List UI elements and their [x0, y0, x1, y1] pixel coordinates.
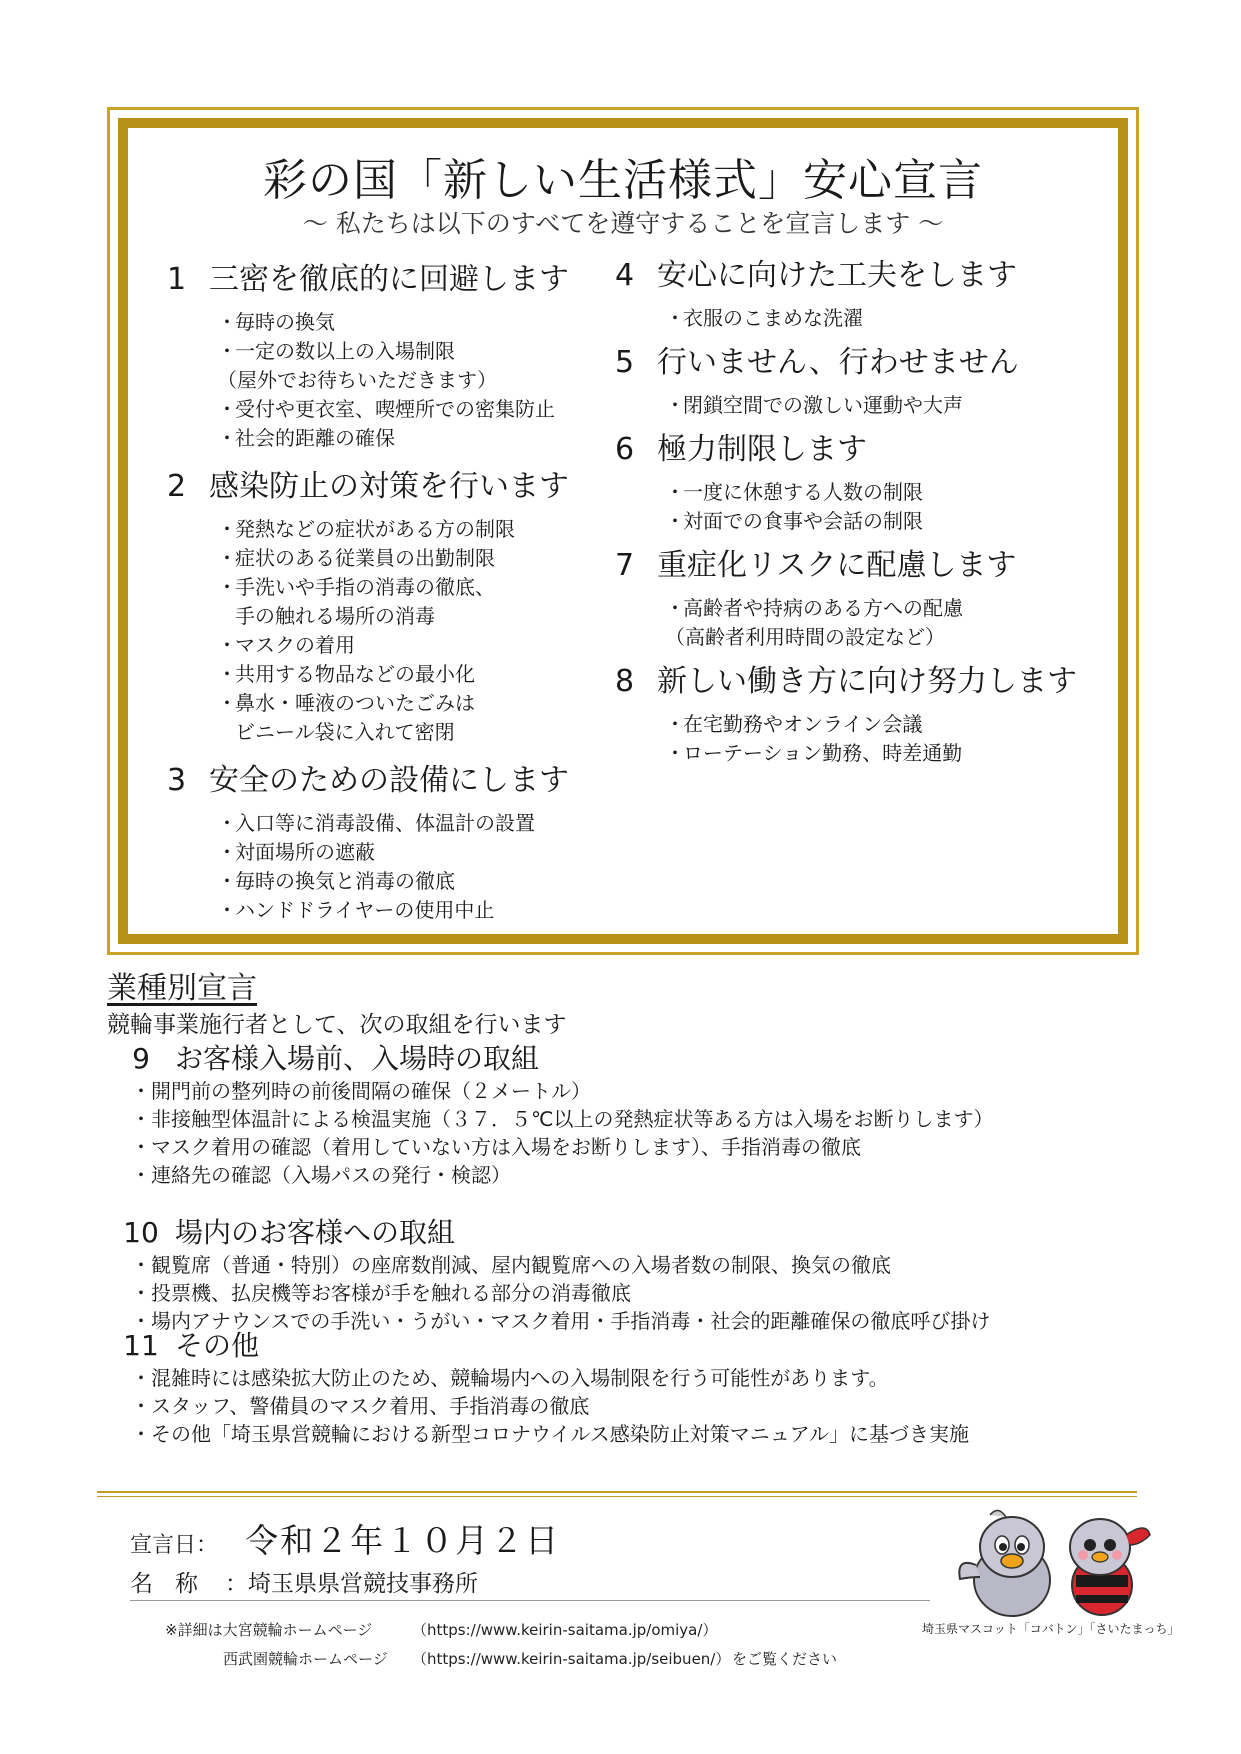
note-seibuen-url[interactable]: （https://www.keirin-saitama.jp/seibuen/）: [412, 1650, 731, 1668]
industry-number: 9: [132, 1042, 150, 1075]
bullet-mark: ・: [665, 306, 685, 330]
rule-item: [217, 896, 607, 925]
industry-section-11: [107, 1328, 1147, 1448]
bullet-mark: ・: [217, 869, 237, 893]
note-omiya-label: ※詳細は大宮競輪ホームページ: [165, 1621, 373, 1639]
rule-item: [665, 391, 1055, 420]
industry-number: 11: [123, 1329, 159, 1362]
rule-item: [665, 594, 1055, 623]
rule-heading-text: 三密を徹底的に回避します: [209, 262, 569, 297]
declaration-date-label: 宣言日：: [130, 1533, 219, 1558]
industry-heading: [107, 1215, 1147, 1251]
industry-heading-text: お客様入場前、入場時の取組: [175, 1042, 540, 1075]
rule-section-4: [615, 256, 1055, 333]
bullet-mark: ・: [665, 480, 685, 504]
rule-item: [665, 739, 1055, 768]
note-seibuen-label: 西武園競輪ホームページ: [223, 1650, 388, 1668]
industry-number: 10: [123, 1216, 159, 1249]
industry-item: [131, 1364, 1147, 1392]
industry-item-text: 非接触型体温計による検温実施（３７．５℃以上の発熱症状等ある方は入場をお断りします）: [151, 1107, 994, 1131]
bullet-mark: ・: [217, 339, 237, 363]
rule-item: [217, 689, 607, 718]
rule-section-5: [615, 343, 1055, 420]
rule-section-8: [615, 662, 1077, 768]
bullet-mark: ・: [217, 575, 237, 599]
rule-heading-text: 行いません、行わせません: [657, 345, 1019, 380]
bullet-mark: ・: [217, 426, 237, 450]
organization-name-value: ：埼玉県県営競技事務所: [225, 1571, 478, 1597]
bullet-mark: ・: [131, 1079, 151, 1103]
rule-item-text: 鼻水・唾液のついたごみは: [235, 691, 475, 715]
industry-item: [131, 1133, 1147, 1161]
rule-item-text: 対面場所の遮蔽: [235, 840, 375, 864]
rule-item-text: 衣服のこまめな洗濯: [683, 306, 863, 330]
bullet-mark: ・: [217, 397, 237, 421]
industry-section-9: [107, 1041, 1147, 1189]
bullet-mark: ・: [131, 1309, 151, 1333]
industry-section-10: [107, 1215, 1147, 1335]
industry-item: [131, 1251, 1147, 1279]
rule-item: [217, 544, 607, 573]
declaration-date-value: 令和２年１０月２日: [245, 1521, 561, 1560]
industry-item-text: 投票機、払戻機等お客様が手を触れる部分の消毒徹底: [151, 1281, 631, 1305]
rule-item-text: 高齢者や持病のある方への配慮: [683, 596, 963, 620]
rule-heading: [615, 662, 1077, 702]
gold-divider-bottom: [97, 1496, 1137, 1497]
bullet-mark: ・: [217, 691, 237, 715]
rule-item-text: 一定の数以上の入場制限: [235, 339, 455, 363]
rule-item-text: ビニール袋に入れて密閉: [235, 720, 455, 744]
industry-item-text: 観覧席（普通・特別）の座席数削減、屋内観覧席への入場者数の制限、換気の徹底: [151, 1253, 891, 1277]
rule-item: [217, 424, 607, 453]
industry-description: 競輪事業施行者として、次の取組を行います: [107, 1012, 567, 1038]
rule-item: [217, 515, 607, 544]
gold-divider-top: [97, 1491, 1137, 1493]
bullet-mark: ・: [665, 393, 685, 417]
rule-item-text: ハンドドライヤーの使用中止: [235, 898, 495, 922]
rule-item: [665, 507, 1055, 536]
rule-number: 6: [615, 432, 635, 467]
rule-item: [217, 395, 607, 424]
rule-item: [217, 838, 607, 867]
industry-item-text: 連絡先の確認（入場パスの発行・検認）: [151, 1163, 511, 1187]
rule-item: [217, 631, 607, 660]
rule-heading-text: 安心に向けた工夫をします: [657, 258, 1017, 293]
kobaton-mascot: [959, 1510, 1050, 1616]
industry-heading-text: その他: [175, 1329, 260, 1362]
bullet-mark: ・: [131, 1281, 151, 1305]
rule-item-text: 毎時の換気: [235, 310, 335, 334]
declaration-frame: [107, 107, 1139, 955]
bullet-mark: ・: [665, 509, 685, 533]
industry-item: [131, 1279, 1147, 1307]
industry-heading: [107, 1041, 1147, 1077]
rule-number: 7: [615, 548, 635, 583]
mascot-caption: 埼玉県マスコット「コバトン」「さいたまっち」: [922, 1622, 1180, 1636]
rule-item: [217, 660, 607, 689]
rule-item-text: 入口等に消毒設備、体温計の設置: [235, 811, 535, 835]
bullet-mark: ・: [665, 712, 685, 736]
industry-item-text: 混雑時には感染拡大防止のため、競輪場内への入場制限を行う可能性があります。: [151, 1366, 889, 1390]
industry-title: 業種別宣言: [107, 971, 257, 1006]
bullet-mark: ・: [131, 1163, 151, 1187]
rule-item-text: 対面での食事や会話の制限: [683, 509, 923, 533]
bullet-mark: ・: [217, 840, 237, 864]
rule-section-7: [615, 546, 1055, 652]
bullet-mark: ・: [665, 741, 685, 765]
industry-item: [131, 1161, 1147, 1189]
rule-number: 5: [615, 345, 635, 380]
rule-item: [217, 308, 607, 337]
rule-item-text: 在宅勤務やオンライン会議: [683, 712, 923, 736]
rule-number: 2: [167, 469, 187, 504]
rule-heading: [615, 546, 1055, 586]
page-title: 彩の国「新しい生活様式」安心宣言: [263, 155, 983, 206]
rule-item: [217, 366, 607, 395]
rule-section-1: [167, 260, 607, 453]
bullet-mark: ・: [217, 811, 237, 835]
organization-name-label: 名称: [130, 1571, 220, 1597]
industry-item-text: 場内アナウンスでの手洗い・うがい・マスク着用・手指消毒・社会的距離確保の徹底呼び掛け: [151, 1309, 991, 1333]
rule-item-text: マスクの着用: [235, 633, 355, 657]
bullet-mark: ・: [217, 517, 237, 541]
industry-heading: [107, 1328, 1147, 1364]
rule-heading: [167, 761, 607, 801]
industry-item: [131, 1077, 1147, 1105]
bullet-mark: ・: [217, 633, 237, 657]
rule-item: [217, 718, 607, 747]
rule-item-text: 受付や更衣室、喫煙所での密集防止: [235, 397, 555, 421]
thin-divider: [130, 1600, 930, 1601]
rule-section-2: [167, 467, 607, 747]
rule-section-3: [167, 761, 607, 925]
rule-item-text: （高齢者利用時間の設定など）: [665, 625, 945, 649]
declaration-date: [130, 1515, 560, 1562]
saitamacchi-mascot: [1070, 1519, 1150, 1615]
bullet-mark: ・: [217, 310, 237, 334]
rule-heading: [167, 467, 607, 507]
rule-item-text: 症状のある従業員の出勤制限: [235, 546, 495, 570]
rule-item: [665, 623, 1055, 652]
industry-heading-text: 場内のお客様への取組: [175, 1216, 456, 1249]
rule-number: 8: [615, 664, 635, 699]
rule-heading: [615, 256, 1055, 296]
rule-heading: [167, 260, 607, 300]
page-subtitle: ～ 私たちは以下のすべてを遵守することを宣言します ～: [302, 209, 944, 238]
organization-name: [130, 1565, 478, 1598]
right-column: [615, 256, 1077, 768]
rule-heading: [615, 430, 1055, 470]
rule-item-text: （屋外でお待ちいただきます）: [217, 368, 497, 392]
left-column: [167, 260, 607, 925]
rule-item-text: 毎時の換気と消毒の徹底: [235, 869, 455, 893]
rule-item: [217, 337, 607, 366]
bullet-mark: ・: [131, 1366, 151, 1390]
industry-item-text: 開門前の整列時の前後間隔の確保（２メートル）: [151, 1079, 591, 1103]
bullet-mark: ・: [131, 1107, 151, 1131]
rule-item-text: 閉鎖空間での激しい運動や大声: [683, 393, 963, 417]
rule-item: [217, 573, 607, 602]
industry-item-text: マスク着用の確認（着用していない方は入場をお断りします）、手指消毒の徹底: [151, 1135, 861, 1159]
mascot-illustration: [950, 1505, 1160, 1620]
rule-item-text: ローテーション勤務、時差通勤: [683, 741, 963, 765]
rule-heading-text: 安全のための設備にします: [209, 763, 569, 798]
bullet-mark: ・: [131, 1135, 151, 1159]
rule-item-text: 発熱などの症状がある方の制限: [235, 517, 515, 541]
rule-heading-text: 新しい働き方に向け努力します: [657, 664, 1077, 699]
industry-item-text: スタッフ、警備員のマスク着用、手指消毒の徹底: [151, 1394, 590, 1418]
industry-item: [131, 1392, 1147, 1420]
rule-item-text: 手の触れる場所の消毒: [235, 604, 435, 628]
bullet-mark: ・: [131, 1253, 151, 1277]
rule-item-text: 社会的距離の確保: [235, 426, 395, 450]
bullet-mark: ・: [217, 546, 237, 570]
note-suffix: をご覧ください: [732, 1650, 838, 1668]
bullet-mark: ・: [665, 596, 685, 620]
rule-item: [665, 304, 1055, 333]
rule-item-text: 一度に休憩する人数の制限: [683, 480, 923, 504]
rule-number: 1: [167, 262, 187, 297]
rule-item: [217, 602, 607, 631]
industry-item-text: その他「埼玉県営競輪における新型コロナウイルス感染防止対策マニュアル」に基づき実施: [151, 1422, 969, 1446]
bullet-mark: ・: [217, 662, 237, 686]
rule-number: 4: [615, 258, 635, 293]
rule-section-6: [615, 430, 1055, 536]
bullet-mark: ・: [131, 1394, 151, 1418]
bullet-mark: ・: [131, 1422, 151, 1446]
rule-item-text: 手洗いや手指の消毒の徹底、: [235, 575, 495, 599]
bullet-mark: ・: [217, 898, 237, 922]
rule-number: 3: [167, 763, 187, 798]
rule-heading: [615, 343, 1055, 383]
industry-item: [131, 1105, 1147, 1133]
rule-item: [665, 478, 1055, 507]
rule-item: [217, 809, 607, 838]
rule-item: [217, 867, 607, 896]
industry-item: [131, 1420, 1147, 1448]
rule-heading-text: 重症化リスクに配慮します: [657, 548, 1017, 583]
note-omiya-url[interactable]: （https://www.keirin-saitama.jp/omiya/）: [412, 1621, 718, 1639]
rule-item-text: 共用する物品などの最小化: [235, 662, 475, 686]
rule-heading-text: 感染防止の対策を行います: [209, 469, 569, 504]
rule-heading-text: 極力制限します: [657, 432, 867, 467]
rule-item: [665, 710, 1055, 739]
